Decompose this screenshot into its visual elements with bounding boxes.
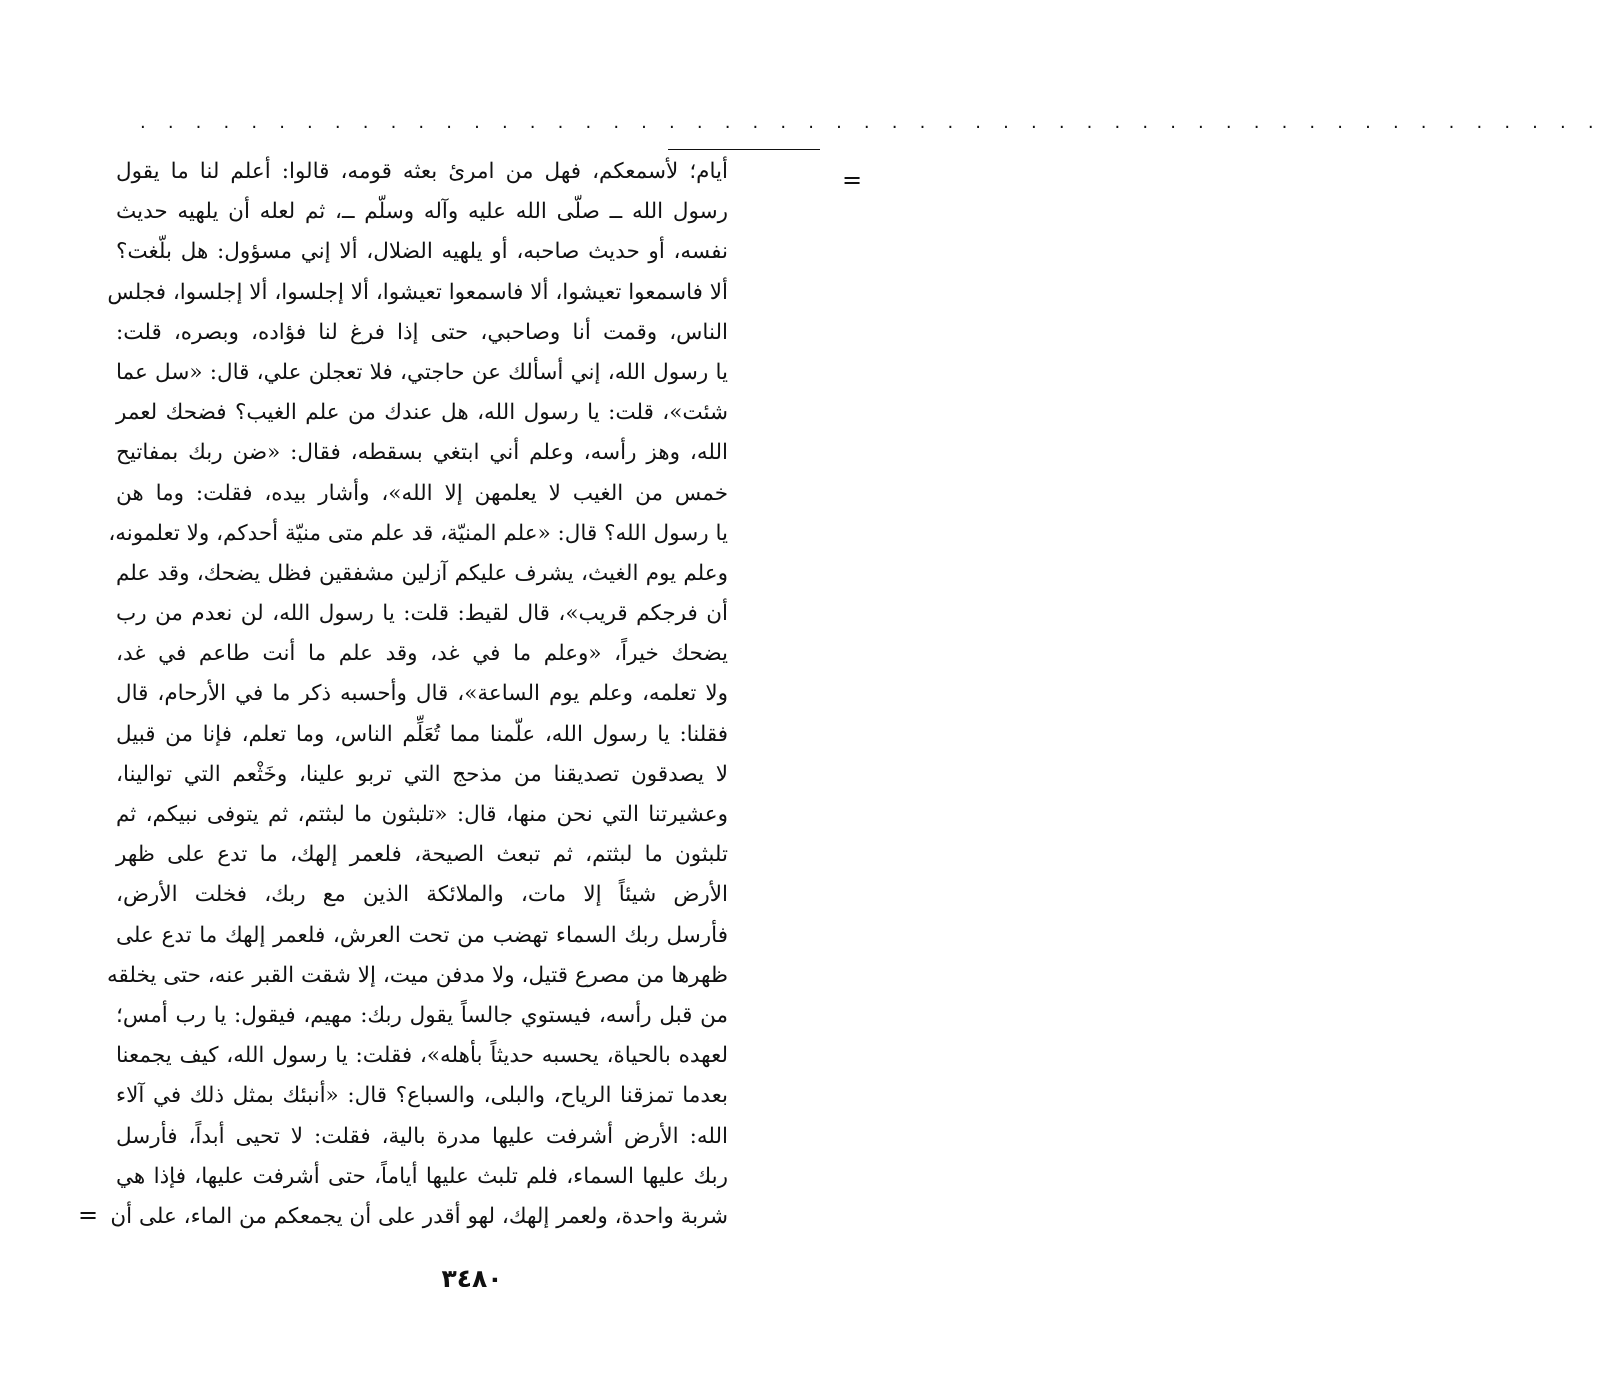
text-line: لا يصدقون تصديقنا من مذحج التي تربو علينا، وخَثْعم التي توالينا،: [116, 761, 728, 787]
text-line: وعشيرتنا التي نحن منها، قال: «تلبثون ما لبثتم، ثم يتوفى نبيكم، ثم: [116, 802, 728, 827]
text-line: أيام؛ لأسمعكم، فهل من امرئ بعثه قومه، قالوا: أعلم لنا ما يقول: [116, 159, 728, 184]
text-line: بعدما تمزقنا الرياح، والبلى، والسباع؟ قال: «أنبئك بمثل ذلك في آلاء: [116, 1083, 728, 1109]
separator-dots: . . . . . . . . . . . . . . . . . . . . . . . . . . . . . . . . . . . . . . . . . . . . . . . . . . . . .: [140, 112, 1602, 133]
text-line: الله، وهز رأسه، وعلم أني ابتغي بسقطه، فقال: «ضن ربك بمفاتيح: [116, 440, 728, 466]
text-line: الأرض شيئاً إلا مات، والملائكة الذين مع ربك، فخلت الأرض،: [116, 882, 728, 908]
text-line: ألا فاسمعوا تعيشوا، ألا فاسمعوا تعيشوا، ألا إجلسوا، ألا إجلسوا، فجلس: [107, 279, 728, 305]
text-line: يا رسول الله؟ قال: «علم المنيّة، قد علم متى منيّة أحدكم، ولا تعلمونه،: [108, 520, 728, 546]
continuation-marker-top: =: [842, 166, 863, 194]
text-line: ظهرها من مصرع قتيل، ولا مدفن ميت، إلا شقت القبر عنه، حتى يخلقه: [107, 962, 728, 988]
text-line: يا رسول الله، إني أسألك عن حاجتي، فلا تعجلن علي، قال: «سل عما: [116, 359, 728, 385]
text-line: تلبثون ما لبثتم، ثم تبعث الصيحة، فلعمر إلهك، ما تدع على ظهر: [116, 842, 728, 868]
text-line: نفسه، أو حديث صاحبه، أو يلهيه الضلال، ألا إني مسؤول: هل بلّغت؟: [116, 239, 728, 265]
text-line: أن فرجكم قريب»، قال لقيط: قلت: يا رسول الله، لن نعدم من رب: [116, 601, 728, 627]
text-line: خمس من الغيب لا يعلمهن إلا الله»، وأشار بيده، فقلت: وما هن: [116, 480, 728, 506]
text-line: فأرسل ربك السماء تهضب من تحت العرش، فلعمر إلهك ما تدع على: [116, 922, 728, 948]
text-line: فقلنا: يا رسول الله، علّمنا مما تُعَلِّم الناس، وما تعلم، فإنا من قبيل: [116, 721, 728, 747]
text-line: من قبل رأسه، فيستوي جالساً يقول ربك: مهيم، فيقول: يا رب أمس؛: [116, 1002, 728, 1028]
text-line: يضحك خيراً، «وعلم ما في غد، وقد علم ما أنت طاعم في غد،: [116, 641, 728, 667]
page-number: ٣٤٨٠: [441, 1264, 503, 1293]
text-line: الناس، وقمت أنا وصاحبي، حتى إذا فرغ لنا فؤاده، وبصره، قلت:: [116, 319, 728, 345]
text-line: لعهده بالحياة، يحسبه حديثاً بأهله»، فقلت: يا رسول الله، كيف يجمعنا: [116, 1043, 728, 1069]
top-rule: [668, 149, 820, 150]
body-text: [107, 152, 728, 1237]
text-line: رسول الله ــ صلّى الله عليه وآله وسلّم ــ، ثم لعله أن يلهيه حديث: [116, 199, 728, 225]
text-line: شربة واحدة، ولعمر إلهك، لهو أقدر على أن يجمعكم من الماء، على أن: [110, 1203, 728, 1229]
continuation-marker-bottom: =: [78, 1201, 99, 1229]
text-line: شئت»، قلت: يا رسول الله، هل عندك من علم الغيب؟ فضحك لعمر: [116, 400, 728, 426]
text-line: ولا تعلمه، وعلم يوم الساعة»، قال وأحسبه ذكر ما في الأرحام، قال: [116, 681, 728, 707]
text-line: ربك عليها السماء، فلم تلبث عليها أياماً، حتى أشرفت عليها، فإذا هي: [116, 1163, 728, 1189]
text-line: وعلم يوم الغيث، يشرف عليكم آزلين مشفقين فظل يضحك، وقد علم: [116, 560, 728, 586]
text-line: الله: الأرض أشرفت عليها مدرة بالية، فقلت: لا تحيى أبداً، فأرسل: [116, 1123, 728, 1149]
